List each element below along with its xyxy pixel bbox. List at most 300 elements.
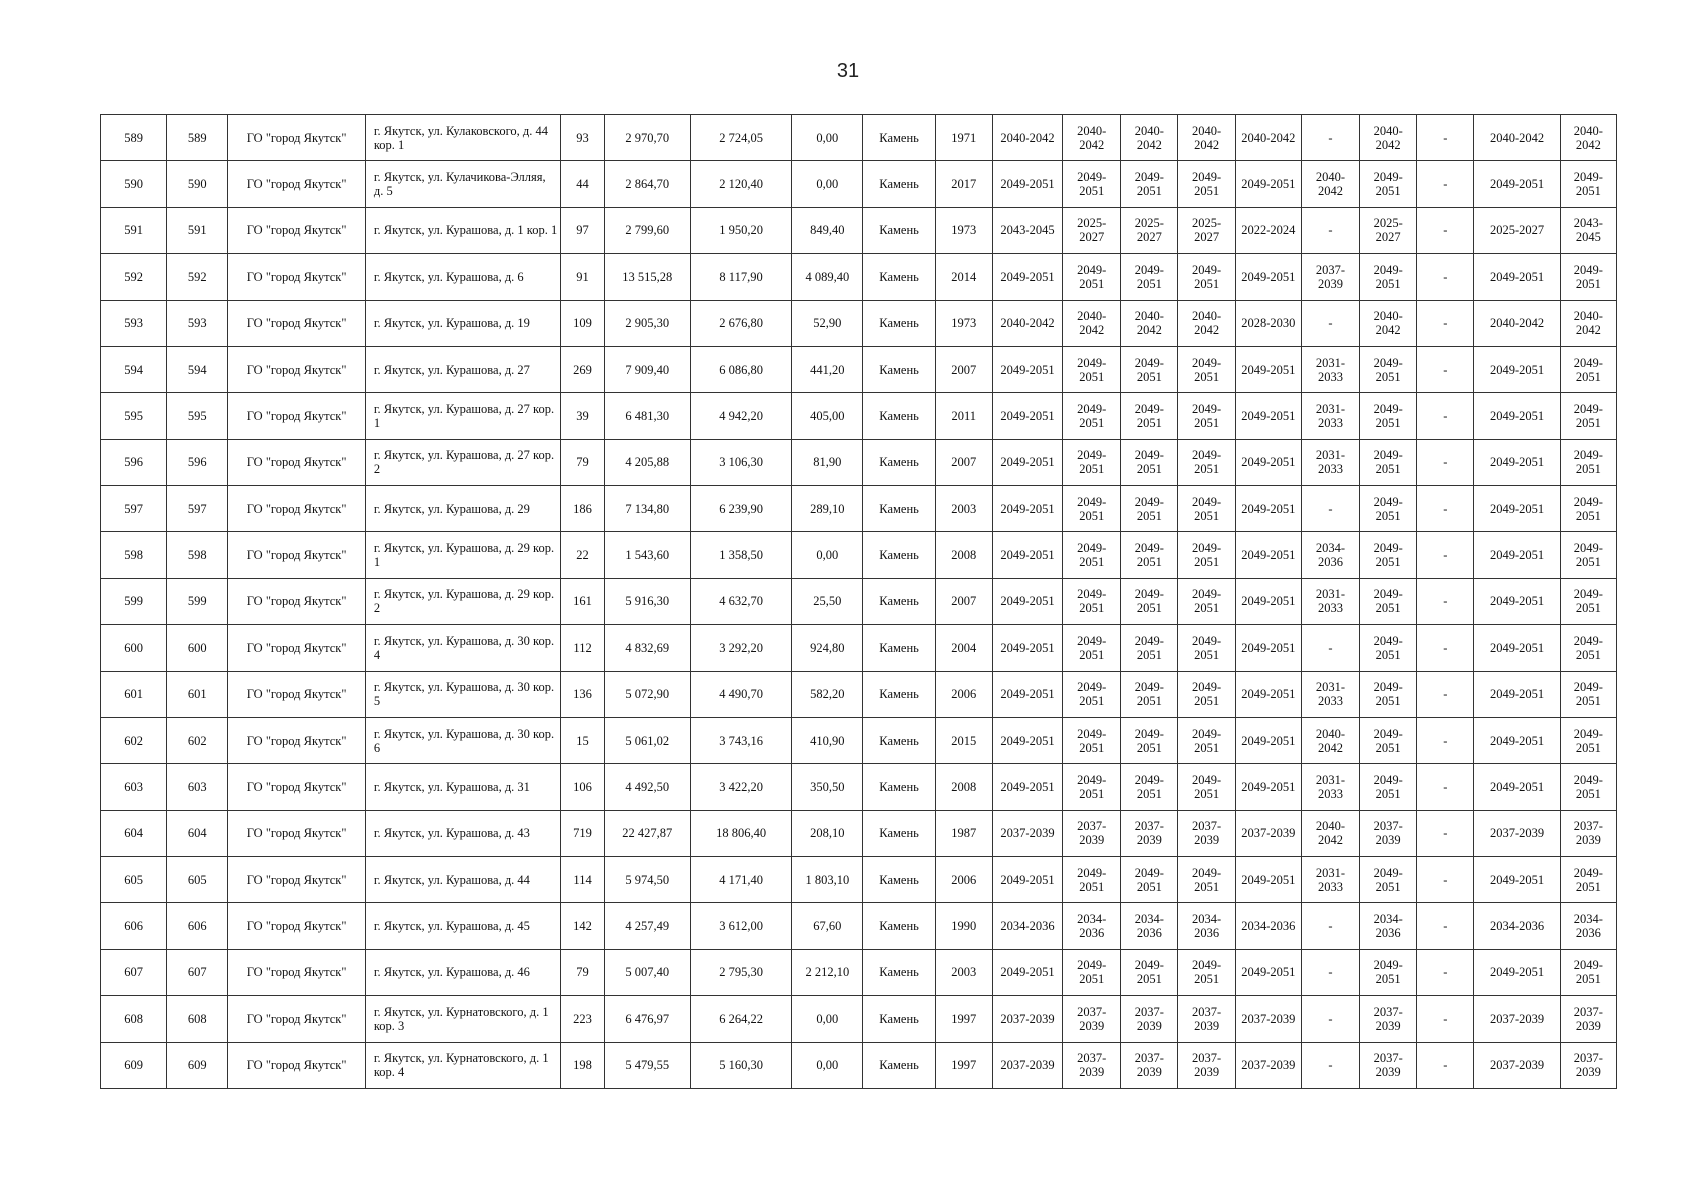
cell-period-7: 2037-2039 xyxy=(1360,1042,1417,1089)
cell-period-6: 2031-2033 xyxy=(1301,764,1359,810)
cell-address: г. Якутск, ул. Курашова, д. 44 xyxy=(365,857,561,903)
cell-period-1: 2034-2036 xyxy=(992,903,1062,949)
cell-period-9: 2049-2051 xyxy=(1474,764,1560,810)
cell-non-residential-area: 0,00 xyxy=(792,996,863,1042)
cell-municipality: ГО "город Якутск" xyxy=(228,439,365,485)
cell-period-9: 2025-2027 xyxy=(1474,207,1560,253)
cell-period-10: 2049-2051 xyxy=(1560,532,1616,578)
cell-wall-material: Камень xyxy=(863,903,935,949)
cell-wall-material: Камень xyxy=(863,810,935,856)
cell-address: г. Якутск, ул. Курашова, д. 45 xyxy=(365,903,561,949)
cell-residential-area: 5 160,30 xyxy=(690,1042,791,1089)
cell-period-3: 2040-2042 xyxy=(1121,300,1178,346)
cell-period-4: 2037-2039 xyxy=(1178,810,1235,856)
cell-residential-area: 3 422,20 xyxy=(690,764,791,810)
cell-address: г. Якутск, ул. Курашова, д. 27 кор. 2 xyxy=(365,439,561,485)
cell-row-number: 600 xyxy=(101,625,167,671)
cell-period-5: 2049-2051 xyxy=(1235,949,1301,995)
cell-period-6: 2031-2033 xyxy=(1301,439,1359,485)
cell-wall-material: Камень xyxy=(863,439,935,485)
cell-total-area: 7 134,80 xyxy=(604,486,690,532)
cell-total-area: 5 007,40 xyxy=(604,949,690,995)
cell-residential-area: 2 795,30 xyxy=(690,949,791,995)
cell-period-7: 2049-2051 xyxy=(1360,254,1417,300)
cell-period-7: 2025-2027 xyxy=(1360,207,1417,253)
cell-total-area: 5 479,55 xyxy=(604,1042,690,1089)
cell-non-residential-area: 849,40 xyxy=(792,207,863,253)
cell-address: г. Якутск, ул. Курашова, д. 27 xyxy=(365,346,561,392)
cell-period-7: 2049-2051 xyxy=(1360,393,1417,439)
cell-residential-area: 4 490,70 xyxy=(690,671,791,717)
cell-period-8: - xyxy=(1417,486,1474,532)
cell-period-3: 2049-2051 xyxy=(1121,254,1178,300)
cell-municipality: ГО "город Якутск" xyxy=(228,532,365,578)
cell-municipality: ГО "город Якутск" xyxy=(228,903,365,949)
cell-address: г. Якутск, ул. Курнатовского, д. 1 кор. 4 xyxy=(365,1042,561,1089)
cell-period-8: - xyxy=(1417,949,1474,995)
cell-wall-material: Камень xyxy=(863,949,935,995)
cell-period-2: 2049-2051 xyxy=(1063,254,1121,300)
cell-period-4: 2049-2051 xyxy=(1178,532,1235,578)
cell-wall-material: Камень xyxy=(863,254,935,300)
cell-period-7: 2049-2051 xyxy=(1360,578,1417,624)
cell-period-9: 2049-2051 xyxy=(1474,393,1560,439)
cell-non-residential-area: 0,00 xyxy=(792,1042,863,1089)
cell-period-3: 2049-2051 xyxy=(1121,532,1178,578)
cell-period-1: 2049-2051 xyxy=(992,949,1062,995)
cell-period-2: 2037-2039 xyxy=(1063,810,1121,856)
cell-period-7: 2049-2051 xyxy=(1360,671,1417,717)
cell-period-4: 2040-2042 xyxy=(1178,115,1235,161)
cell-non-residential-area: 289,10 xyxy=(792,486,863,532)
cell-house-number: 590 xyxy=(167,161,228,207)
cell-house-number: 594 xyxy=(167,346,228,392)
table-row xyxy=(101,857,1617,903)
cell-period-4: 2037-2039 xyxy=(1178,996,1235,1042)
cell-non-residential-area: 52,90 xyxy=(792,300,863,346)
cell-house-number: 606 xyxy=(167,903,228,949)
cell-municipality: ГО "город Якутск" xyxy=(228,1042,365,1089)
cell-non-residential-area: 1 803,10 xyxy=(792,857,863,903)
cell-period-1: 2049-2051 xyxy=(992,578,1062,624)
cell-period-8: - xyxy=(1417,996,1474,1042)
cell-period-4: 2025-2027 xyxy=(1178,207,1235,253)
cell-period-8: - xyxy=(1417,764,1474,810)
cell-period-8: - xyxy=(1417,717,1474,763)
cell-period-4: 2049-2051 xyxy=(1178,393,1235,439)
cell-period-9: 2049-2051 xyxy=(1474,717,1560,763)
cell-wall-material: Камень xyxy=(863,161,935,207)
cell-period-9: 2037-2039 xyxy=(1474,810,1560,856)
table-row xyxy=(101,578,1617,624)
cell-build-year: 2003 xyxy=(935,486,992,532)
cell-period-2: 2049-2051 xyxy=(1063,857,1121,903)
cell-period-7: 2049-2051 xyxy=(1360,346,1417,392)
cell-period-10: 2040-2042 xyxy=(1560,115,1616,161)
cell-total-area: 2 905,30 xyxy=(604,300,690,346)
cell-period-1: 2049-2051 xyxy=(992,439,1062,485)
cell-build-year: 2006 xyxy=(935,671,992,717)
table-row xyxy=(101,625,1617,671)
cell-period-4: 2049-2051 xyxy=(1178,578,1235,624)
cell-period-2: 2037-2039 xyxy=(1063,996,1121,1042)
table-row xyxy=(101,717,1617,763)
cell-house-number: 603 xyxy=(167,764,228,810)
cell-period-4: 2049-2051 xyxy=(1178,439,1235,485)
table-row xyxy=(101,810,1617,856)
cell-wall-material: Камень xyxy=(863,346,935,392)
cell-non-residential-area: 405,00 xyxy=(792,393,863,439)
cell-quantity: 719 xyxy=(561,810,604,856)
cell-address: г. Якутск, ул. Курашова, д. 31 xyxy=(365,764,561,810)
cell-period-10: 2040-2042 xyxy=(1560,300,1616,346)
cell-non-residential-area: 410,90 xyxy=(792,717,863,763)
cell-period-4: 2049-2051 xyxy=(1178,254,1235,300)
cell-house-number: 607 xyxy=(167,949,228,995)
cell-period-2: 2049-2051 xyxy=(1063,161,1121,207)
cell-period-5: 2049-2051 xyxy=(1235,625,1301,671)
cell-period-1: 2049-2051 xyxy=(992,625,1062,671)
table-row xyxy=(101,532,1617,578)
cell-row-number: 597 xyxy=(101,486,167,532)
cell-period-9: 2049-2051 xyxy=(1474,486,1560,532)
cell-period-3: 2049-2051 xyxy=(1121,764,1178,810)
cell-row-number: 607 xyxy=(101,949,167,995)
cell-residential-area: 4 942,20 xyxy=(690,393,791,439)
cell-residential-area: 6 239,90 xyxy=(690,486,791,532)
cell-period-7: 2049-2051 xyxy=(1360,857,1417,903)
cell-period-1: 2049-2051 xyxy=(992,532,1062,578)
cell-residential-area: 1 950,20 xyxy=(690,207,791,253)
cell-period-6: 2031-2033 xyxy=(1301,393,1359,439)
cell-non-residential-area: 924,80 xyxy=(792,625,863,671)
cell-wall-material: Камень xyxy=(863,996,935,1042)
cell-build-year: 2007 xyxy=(935,346,992,392)
cell-house-number: 600 xyxy=(167,625,228,671)
cell-period-4: 2049-2051 xyxy=(1178,346,1235,392)
cell-quantity: 223 xyxy=(561,996,604,1042)
cell-period-6: 2031-2033 xyxy=(1301,578,1359,624)
cell-quantity: 114 xyxy=(561,857,604,903)
cell-period-5: 2049-2051 xyxy=(1235,857,1301,903)
table-row xyxy=(101,439,1617,485)
cell-period-5: 2049-2051 xyxy=(1235,486,1301,532)
cell-municipality: ГО "город Якутск" xyxy=(228,996,365,1042)
cell-quantity: 15 xyxy=(561,717,604,763)
cell-period-1: 2037-2039 xyxy=(992,1042,1062,1089)
cell-row-number: 608 xyxy=(101,996,167,1042)
cell-period-9: 2049-2051 xyxy=(1474,346,1560,392)
cell-period-9: 2049-2051 xyxy=(1474,671,1560,717)
cell-period-6: - xyxy=(1301,625,1359,671)
cell-house-number: 608 xyxy=(167,996,228,1042)
cell-period-1: 2037-2039 xyxy=(992,996,1062,1042)
cell-quantity: 22 xyxy=(561,532,604,578)
cell-residential-area: 4 171,40 xyxy=(690,857,791,903)
cell-house-number: 604 xyxy=(167,810,228,856)
cell-period-9: 2049-2051 xyxy=(1474,949,1560,995)
cell-period-9: 2049-2051 xyxy=(1474,857,1560,903)
cell-house-number: 605 xyxy=(167,857,228,903)
cell-period-8: - xyxy=(1417,439,1474,485)
cell-period-5: 2028-2030 xyxy=(1235,300,1301,346)
cell-house-number: 593 xyxy=(167,300,228,346)
cell-period-10: 2049-2051 xyxy=(1560,346,1616,392)
cell-house-number: 589 xyxy=(167,115,228,161)
cell-residential-area: 8 117,90 xyxy=(690,254,791,300)
cell-period-5: 2049-2051 xyxy=(1235,671,1301,717)
cell-wall-material: Камень xyxy=(863,115,935,161)
cell-row-number: 589 xyxy=(101,115,167,161)
cell-period-6: 2040-2042 xyxy=(1301,717,1359,763)
cell-build-year: 1990 xyxy=(935,903,992,949)
cell-period-7: 2049-2051 xyxy=(1360,625,1417,671)
table-row xyxy=(101,346,1617,392)
cell-period-1: 2040-2042 xyxy=(992,300,1062,346)
cell-period-4: 2049-2051 xyxy=(1178,949,1235,995)
cell-period-4: 2049-2051 xyxy=(1178,764,1235,810)
cell-period-6: - xyxy=(1301,300,1359,346)
cell-build-year: 2006 xyxy=(935,857,992,903)
cell-wall-material: Камень xyxy=(863,207,935,253)
cell-house-number: 595 xyxy=(167,393,228,439)
cell-row-number: 596 xyxy=(101,439,167,485)
cell-period-3: 2049-2051 xyxy=(1121,346,1178,392)
cell-period-2: 2049-2051 xyxy=(1063,625,1121,671)
cell-period-1: 2049-2051 xyxy=(992,671,1062,717)
cell-address: г. Якутск, ул. Курашова, д. 30 кор. 6 xyxy=(365,717,561,763)
cell-wall-material: Камень xyxy=(863,857,935,903)
cell-total-area: 7 909,40 xyxy=(604,346,690,392)
cell-period-3: 2049-2051 xyxy=(1121,717,1178,763)
cell-quantity: 97 xyxy=(561,207,604,253)
cell-wall-material: Камень xyxy=(863,578,935,624)
cell-municipality: ГО "город Якутск" xyxy=(228,207,365,253)
cell-municipality: ГО "город Якутск" xyxy=(228,300,365,346)
cell-build-year: 1997 xyxy=(935,1042,992,1089)
cell-residential-area: 3 106,30 xyxy=(690,439,791,485)
cell-quantity: 142 xyxy=(561,903,604,949)
cell-row-number: 604 xyxy=(101,810,167,856)
cell-total-area: 5 061,02 xyxy=(604,717,690,763)
cell-non-residential-area: 582,20 xyxy=(792,671,863,717)
cell-house-number: 592 xyxy=(167,254,228,300)
cell-period-7: 2049-2051 xyxy=(1360,949,1417,995)
table-row xyxy=(101,161,1617,207)
cell-row-number: 590 xyxy=(101,161,167,207)
cell-build-year: 2004 xyxy=(935,625,992,671)
cell-period-10: 2037-2039 xyxy=(1560,810,1616,856)
cell-period-3: 2037-2039 xyxy=(1121,810,1178,856)
cell-build-year: 1973 xyxy=(935,300,992,346)
cell-period-6: 2040-2042 xyxy=(1301,810,1359,856)
cell-build-year: 2015 xyxy=(935,717,992,763)
cell-period-2: 2049-2051 xyxy=(1063,346,1121,392)
cell-house-number: 597 xyxy=(167,486,228,532)
cell-period-6: 2040-2042 xyxy=(1301,161,1359,207)
cell-address: г. Якутск, ул. Курашова, д. 43 xyxy=(365,810,561,856)
cell-total-area: 5 974,50 xyxy=(604,857,690,903)
cell-period-10: 2037-2039 xyxy=(1560,996,1616,1042)
cell-period-10: 2049-2051 xyxy=(1560,671,1616,717)
cell-non-residential-area: 208,10 xyxy=(792,810,863,856)
cell-non-residential-area: 0,00 xyxy=(792,532,863,578)
cell-total-area: 4 492,50 xyxy=(604,764,690,810)
cell-period-6: - xyxy=(1301,486,1359,532)
cell-address: г. Якутск, ул. Курашова, д. 29 кор. 1 xyxy=(365,532,561,578)
cell-period-9: 2037-2039 xyxy=(1474,996,1560,1042)
cell-house-number: 591 xyxy=(167,207,228,253)
cell-row-number: 603 xyxy=(101,764,167,810)
cell-municipality: ГО "город Якутск" xyxy=(228,857,365,903)
table-row xyxy=(101,254,1617,300)
cell-build-year: 2011 xyxy=(935,393,992,439)
cell-period-5: 2022-2024 xyxy=(1235,207,1301,253)
cell-house-number: 601 xyxy=(167,671,228,717)
cell-period-5: 2040-2042 xyxy=(1235,115,1301,161)
cell-period-10: 2034-2036 xyxy=(1560,903,1616,949)
cell-period-6: - xyxy=(1301,996,1359,1042)
page-number: 31 xyxy=(836,60,860,82)
cell-quantity: 198 xyxy=(561,1042,604,1089)
cell-build-year: 1973 xyxy=(935,207,992,253)
cell-address: г. Якутск, ул. Курашова, д. 30 кор. 4 xyxy=(365,625,561,671)
cell-period-10: 2049-2051 xyxy=(1560,439,1616,485)
cell-period-7: 2040-2042 xyxy=(1360,300,1417,346)
cell-build-year: 2003 xyxy=(935,949,992,995)
table-row xyxy=(101,115,1617,161)
table-row xyxy=(101,949,1617,995)
cell-period-4: 2049-2051 xyxy=(1178,717,1235,763)
cell-period-10: 2049-2051 xyxy=(1560,161,1616,207)
cell-wall-material: Камень xyxy=(863,625,935,671)
cell-period-9: 2049-2051 xyxy=(1474,254,1560,300)
cell-quantity: 93 xyxy=(561,115,604,161)
cell-period-3: 2025-2027 xyxy=(1121,207,1178,253)
cell-wall-material: Камень xyxy=(863,486,935,532)
cell-period-6: 2031-2033 xyxy=(1301,857,1359,903)
cell-residential-area: 6 086,80 xyxy=(690,346,791,392)
cell-row-number: 606 xyxy=(101,903,167,949)
cell-period-8: - xyxy=(1417,810,1474,856)
cell-period-5: 2049-2051 xyxy=(1235,532,1301,578)
cell-period-7: 2037-2039 xyxy=(1360,810,1417,856)
cell-period-6: 2034-2036 xyxy=(1301,532,1359,578)
table-row xyxy=(101,764,1617,810)
cell-period-2: 2049-2051 xyxy=(1063,393,1121,439)
cell-total-area: 2 970,70 xyxy=(604,115,690,161)
cell-row-number: 598 xyxy=(101,532,167,578)
cell-period-5: 2034-2036 xyxy=(1235,903,1301,949)
cell-period-7: 2040-2042 xyxy=(1360,115,1417,161)
cell-period-3: 2049-2051 xyxy=(1121,393,1178,439)
cell-total-area: 6 481,30 xyxy=(604,393,690,439)
cell-non-residential-area: 67,60 xyxy=(792,903,863,949)
cell-municipality: ГО "город Якутск" xyxy=(228,671,365,717)
cell-period-2: 2049-2051 xyxy=(1063,717,1121,763)
cell-period-8: - xyxy=(1417,161,1474,207)
cell-period-10: 2037-2039 xyxy=(1560,1042,1616,1089)
cell-total-area: 6 476,97 xyxy=(604,996,690,1042)
cell-municipality: ГО "город Якутск" xyxy=(228,949,365,995)
cell-municipality: ГО "город Якутск" xyxy=(228,486,365,532)
cell-period-2: 2025-2027 xyxy=(1063,207,1121,253)
cell-period-8: - xyxy=(1417,207,1474,253)
cell-period-10: 2049-2051 xyxy=(1560,486,1616,532)
cell-period-4: 2049-2051 xyxy=(1178,161,1235,207)
cell-quantity: 161 xyxy=(561,578,604,624)
cell-period-1: 2049-2051 xyxy=(992,486,1062,532)
cell-period-10: 2049-2051 xyxy=(1560,717,1616,763)
cell-total-area: 5 916,30 xyxy=(604,578,690,624)
cell-quantity: 44 xyxy=(561,161,604,207)
cell-period-8: - xyxy=(1417,578,1474,624)
cell-period-2: 2049-2051 xyxy=(1063,486,1121,532)
cell-row-number: 592 xyxy=(101,254,167,300)
cell-address: г. Якутск, ул. Кулаковского, д. 44 кор. 1 xyxy=(365,115,561,161)
cell-period-7: 2034-2036 xyxy=(1360,903,1417,949)
cell-non-residential-area: 0,00 xyxy=(792,161,863,207)
cell-house-number: 609 xyxy=(167,1042,228,1089)
cell-non-residential-area: 4 089,40 xyxy=(792,254,863,300)
cell-residential-area: 18 806,40 xyxy=(690,810,791,856)
cell-build-year: 1997 xyxy=(935,996,992,1042)
cell-period-8: - xyxy=(1417,393,1474,439)
cell-address: г. Якутск, ул. Курашова, д. 46 xyxy=(365,949,561,995)
cell-period-7: 2049-2051 xyxy=(1360,764,1417,810)
cell-residential-area: 6 264,22 xyxy=(690,996,791,1042)
cell-period-10: 2049-2051 xyxy=(1560,949,1616,995)
cell-municipality: ГО "город Якутск" xyxy=(228,161,365,207)
table-row xyxy=(101,486,1617,532)
cell-period-9: 2049-2051 xyxy=(1474,532,1560,578)
cell-period-10: 2049-2051 xyxy=(1560,764,1616,810)
cell-period-8: - xyxy=(1417,115,1474,161)
cell-municipality: ГО "город Якутск" xyxy=(228,625,365,671)
cell-row-number: 591 xyxy=(101,207,167,253)
cell-period-3: 2034-2036 xyxy=(1121,903,1178,949)
cell-period-3: 2049-2051 xyxy=(1121,486,1178,532)
cell-period-3: 2049-2051 xyxy=(1121,439,1178,485)
cell-period-1: 2043-2045 xyxy=(992,207,1062,253)
cell-address: г. Якутск, ул. Курашова, д. 29 кор. 2 xyxy=(365,578,561,624)
cell-address: г. Якутск, ул. Курашова, д. 27 кор. 1 xyxy=(365,393,561,439)
cell-period-6: 2031-2033 xyxy=(1301,346,1359,392)
cell-house-number: 596 xyxy=(167,439,228,485)
cell-municipality: ГО "город Якутск" xyxy=(228,254,365,300)
cell-period-2: 2049-2051 xyxy=(1063,578,1121,624)
cell-period-7: 2049-2051 xyxy=(1360,532,1417,578)
cell-period-1: 2037-2039 xyxy=(992,810,1062,856)
cell-period-2: 2037-2039 xyxy=(1063,1042,1121,1089)
cell-total-area: 4 205,88 xyxy=(604,439,690,485)
cell-period-1: 2049-2051 xyxy=(992,717,1062,763)
cell-municipality: ГО "город Якутск" xyxy=(228,764,365,810)
table-body xyxy=(101,115,1617,1089)
cell-period-1: 2049-2051 xyxy=(992,393,1062,439)
cell-period-7: 2049-2051 xyxy=(1360,161,1417,207)
cell-period-8: - xyxy=(1417,1042,1474,1089)
cell-total-area: 2 864,70 xyxy=(604,161,690,207)
cell-period-2: 2049-2051 xyxy=(1063,949,1121,995)
cell-period-6: - xyxy=(1301,207,1359,253)
cell-row-number: 599 xyxy=(101,578,167,624)
cell-period-8: - xyxy=(1417,625,1474,671)
cell-period-6: 2037-2039 xyxy=(1301,254,1359,300)
cell-residential-area: 3 612,00 xyxy=(690,903,791,949)
cell-period-3: 2049-2051 xyxy=(1121,857,1178,903)
cell-quantity: 79 xyxy=(561,439,604,485)
